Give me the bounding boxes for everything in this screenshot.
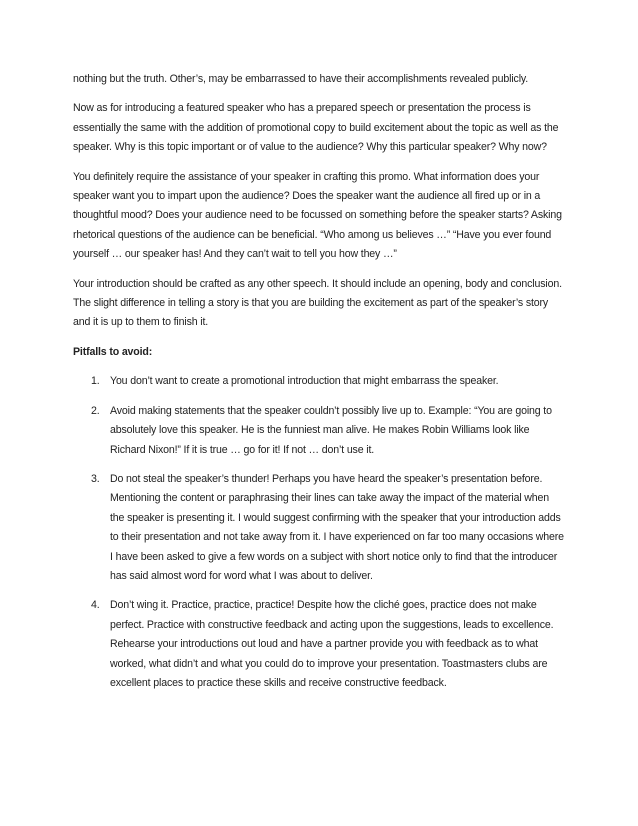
paragraph-4: Your introduction should be crafted as any other speech. It should include an opening, body and conclusion. The slight difference in telling a story is that you are building the excitement as part of the speaker’s story and it is up to them to finish it. bbox=[73, 277, 562, 329]
list-item bbox=[73, 372, 565, 391]
list-item bbox=[73, 596, 565, 693]
pitfalls-list bbox=[73, 372, 565, 693]
list-item-text: Don’t wing it. Practice, practice, practice! Despite how the cliché goes, practice does not make perfect. Practice with constructive feedback and acting upon the suggestions, leads to excellence. Rehearse your introductions out loud and have a partner provide you with feedback as to what worked, what didn’t and what you could do to improve your presentation. Toastmasters clubs are excellent places to practice these skills and receive constructive feedback. bbox=[110, 599, 554, 689]
paragraph-2: Now as for introducing a featured speaker who has a prepared speech or presentation the process is essentially the same with the addition of promotional copy to build excitement about the topic as well as the speaker. Why is this topic important or of value to the audience? Why this particular speaker? Why now? bbox=[73, 102, 559, 154]
paragraph-1: nothing but the truth. Other’s, may be embarrassed to have their accomplishments revealed publicly. bbox=[73, 73, 529, 85]
section-heading: Pitfalls to avoid: bbox=[73, 345, 153, 358]
list-item bbox=[73, 402, 565, 460]
document-page bbox=[73, 70, 565, 703]
list-item-number: 3. bbox=[91, 472, 100, 485]
list-item-number: 2. bbox=[91, 404, 100, 417]
paragraph-3: You definitely require the assistance of your speaker in crafting this promo. What information does your speaker want you to impart upon the audience? Does the speaker want the audience all fired up or in a thoughtful mood? Does your audience need to be focussed on something before the speaker starts? Asking rhetorical questions of the audience can be beneficial. “Who among us believes …” “Have you ever found yourself … our speaker has! And they can’t wait to tell you how they …” bbox=[73, 170, 562, 261]
list-item-number: 1. bbox=[91, 375, 100, 388]
list-item-text: You don’t want to create a promotional introduction that might embarrass the speaker. bbox=[110, 375, 499, 388]
list-item-text: Do not steal the speaker’s thunder! Perhaps you have heard the speaker’s presentation before. Mentioning the content or paraphrasing their lines can take away the impact of the material when the speaker is presenting it. I would suggest confirming with the speaker that your introduction adds to their presentation and not take away from it. I have experienced on far too many occasions where I have been asked to give a few words on a subject with short notice only to find that the introducer has said almost word for word what I was about to deliver. bbox=[110, 472, 564, 582]
list-item-number: 4. bbox=[91, 599, 100, 612]
list-item-text: Avoid making statements that the speaker couldn’t possibly live up to. Example: “You are going to absolutely love this speaker. He is the funniest man alive. He makes Robin Williams look like Richard Nixon!” If it is true … go for it! If not … don’t use it. bbox=[110, 404, 552, 456]
list-item bbox=[73, 470, 565, 586]
